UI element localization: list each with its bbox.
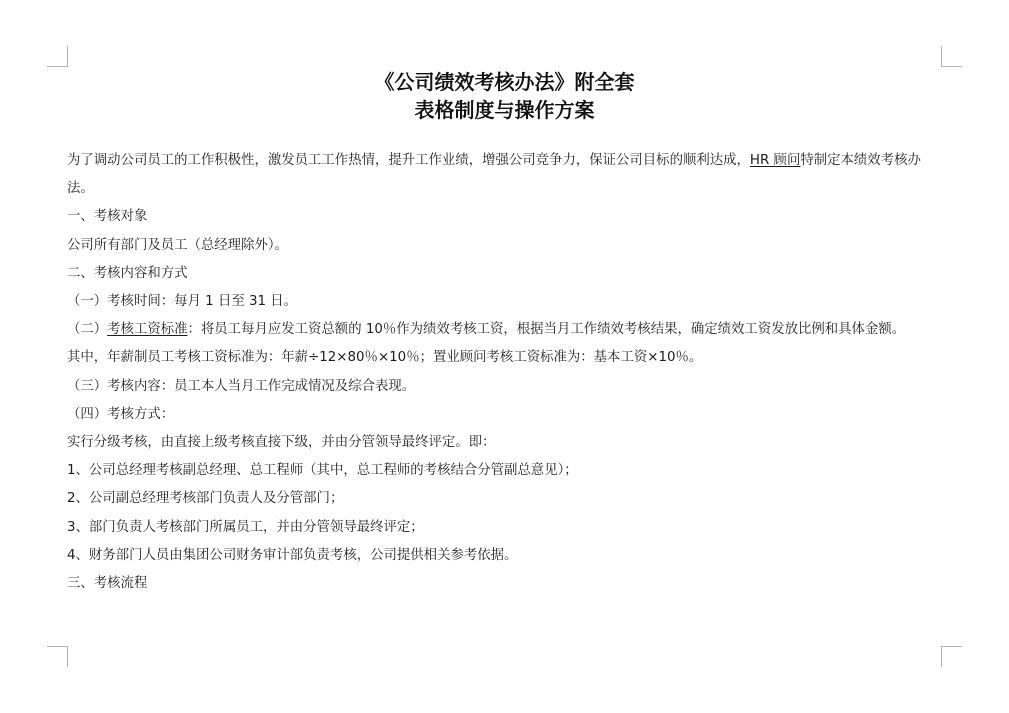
method-list-item: 1、公司总经理考核副总经理、总工程师（其中，总工程师的考核结合分管副总意见）； <box>67 463 578 479</box>
method-list-item: 2、公司副总经理考核部门负责人及分管部门； <box>67 491 344 507</box>
document-body <box>67 147 945 598</box>
item-assessment-time: （一）考核时间：每月 1 日至 31 日。 <box>67 294 298 310</box>
document-title-line2: 表格制度与操作方案 <box>414 98 595 122</box>
document-title-line1: 《公司绩效考核办法》附全套 <box>374 70 635 94</box>
intro-text-before: 为了调动公司员工的工作积极性，激发员工工作热情，提升工作业绩，增强公司竞争力，保证公司目标的顺利达成， <box>67 153 750 168</box>
method-intro: 实行分级考核，由直接上级考核直接下级，并由分管领导最终评定。即： <box>67 435 496 451</box>
item-assessment-content: （三）考核内容：员工本人当月工作完成情况及综合表现。 <box>67 378 416 394</box>
item-salary-standard <box>67 316 945 344</box>
crop-mark-top-left <box>47 46 68 67</box>
section-targets-text: 公司所有部门及员工（总经理除外）。 <box>67 237 288 253</box>
item-salary-prefix: （二） <box>67 322 108 338</box>
section-heading-targets: 一、考核对象 <box>67 209 148 225</box>
section-heading-content: 二、考核内容和方式 <box>67 265 188 281</box>
intro-text-after: 特制定本绩效考核办法。 <box>67 153 921 197</box>
item-assessment-method: （四）考核方式： <box>67 406 175 422</box>
section-heading-process: 三、考核流程 <box>67 576 148 592</box>
crop-mark-bottom-left <box>47 646 68 667</box>
item-salary-rest: ：将员工每月应发工资总额的 10％作为绩效考核工资，根据当月工作绩效考核结果，确定绩效工资发放比例和具体金额。 <box>187 322 906 338</box>
method-list-item: 4、财务部门人员由集团公司财务审计部负责考核，公司提供相关参考依据。 <box>67 547 518 563</box>
intro-paragraph <box>67 147 945 203</box>
crop-mark-bottom-right <box>941 646 962 667</box>
crop-mark-top-right <box>941 46 962 67</box>
method-list-item: 3、部门负责人考核部门所属员工，并由分管领导最终评定； <box>67 519 424 535</box>
hr-consultant-link[interactable]: HR 顾问 <box>749 153 801 168</box>
item-salary-note: 其中，年薪制员工考核工资标准为：年薪÷12×80％×10％；置业顾问考核工资标准为：基本工资×10％。 <box>67 350 703 366</box>
salary-standard-link[interactable]: 考核工资标准 <box>107 322 188 338</box>
